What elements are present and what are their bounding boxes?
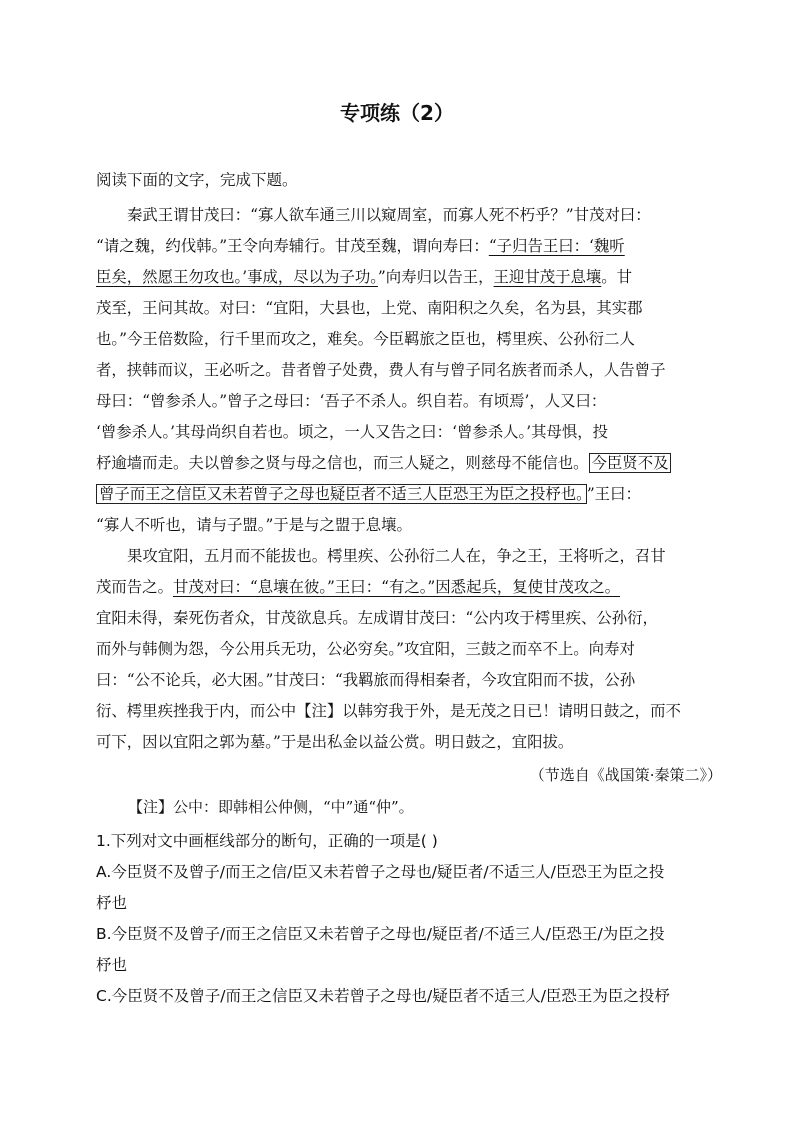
passage-line: [96, 262, 696, 293]
passage-line: 茂至，王问其故。对曰：“宜阳，大县也，上党、南阳积之久矣，名为县，其实郡: [96, 299, 643, 317]
passage-text: “请之魏，约伐韩。”王令向寿辅行。甘茂至魏，谓向寿曰：: [96, 237, 489, 255]
instruction: 阅读下面的文字，完成下题。: [96, 171, 298, 189]
passage-line: 可下，因以宜阳之郭为墓。”于是出私金以益公赏。明日鼓之，宜阳拔。: [96, 733, 574, 751]
passage-line: 宜阳未得，秦死伤者众，甘茂欲息兵。左成谓甘茂曰：“公内攻于樗里疾、公孙衍，: [96, 609, 658, 627]
passage-line: [96, 572, 696, 603]
classical-passage: [96, 200, 696, 758]
option-a-line: 杼也: [96, 894, 128, 912]
option-b-line: B.今臣贤不及曾子/而王之信臣又未若曾子之母也/疑臣者/不适三人/臣恐王/为臣之投: [96, 925, 665, 943]
passage-line: 曰：“公不论兵，必大困。”甘茂曰：“我羁旅而得相秦者，今攻宜阳而不拔，公孙: [96, 671, 636, 689]
passage-line: 者，挟韩而议，王必听之。昔者曾子处费，费人有与曾子同名族者而杀人，人告曾子: [96, 361, 666, 379]
footnote: 【注】公中：即韩相公仲侧，“中”通“仲”。: [128, 798, 414, 816]
passage-text: 。甘: [601, 268, 633, 286]
passage-line: ‘曾参杀人。’其母尚织自若也。顷之，一人又告之曰：‘曾参杀人。’其母惧，投: [96, 423, 609, 441]
boxed-text: 今臣贤不及: [589, 453, 672, 473]
passage-text: ”向寿归以告王，: [377, 268, 494, 286]
question-block: [96, 826, 700, 1012]
underlined-text: “子归告王曰：‘魏听: [488, 237, 625, 255]
passage-line: [96, 448, 696, 479]
passage-line: [96, 231, 696, 262]
passage-line: 母曰：“曾参杀人。”曾子之母曰：‘吾子不杀人。织自若。有顷焉’，人又曰：: [96, 392, 607, 410]
question-stem: 1.下列对文中画框线部分的断句，正确的一项是( ): [96, 832, 438, 850]
page-title: 专项练（2）: [340, 101, 454, 125]
passage-line: “寡人不听也，请与子盟。”于是与之盟于息壤。: [96, 516, 412, 534]
passage-line: 也。”今王倍数险，行千里而攻之，难矣。今臣羁旅之臣也，樗里疾、公孙衍二人: [96, 330, 635, 348]
boxed-text: 曾子而王之信臣又未若曾子之母也疑臣者不适三人臣恐王为臣之投杼也。: [96, 484, 587, 504]
underlined-text: 甘茂对曰：“息壤在彼。”王曰：“有之。”因悉起兵，复使甘茂攻之。: [172, 578, 620, 596]
passage-text: 杼逾墙而走。夫以曾参之贤与母之信也，而三人疑之，则慈母不能信也。: [96, 454, 589, 472]
passage-text: 茂而告之。: [96, 578, 173, 596]
passage-line: [96, 479, 696, 510]
option-c-line: C.今臣贤不及曾子/而王之信臣又未若曾子之母也/疑臣者不适三人/臣恐王为臣之投杼: [96, 987, 670, 1005]
passage-line: 果攻宜阳，五月而不能拔也。樗里疾、公孙衍二人在，争之王，王将听之，召甘: [127, 547, 666, 565]
underlined-text: 王迎甘茂于息壤: [493, 268, 602, 286]
passage-line: 衍、樗里疾挫我于内，而公中【注】以韩穷我于外，是无茂之日已！请明日鼓之，而不: [96, 702, 681, 720]
passage-text: ”王曰：: [586, 485, 641, 503]
passage-line: 秦武王谓甘茂曰：“寡人欲车通三川以窥周室，而寡人死不朽乎？”甘茂对曰：: [127, 206, 651, 224]
underlined-text: 臣矣，然愿王勿攻也。’事成，尽以为子功。: [96, 268, 378, 286]
passage-line: 而外与韩侧为怨，今公用兵无功，公必穷矣。”攻宜阳，三鼓之而卒不上。向寿对: [96, 640, 635, 658]
option-b-line: 杼也: [96, 956, 128, 974]
option-a-line: A.今臣贤不及曾子/而王之信/臣又未若曾子之母也/疑臣者/不适三人/臣恐王为臣之投: [96, 863, 665, 881]
source-citation: （节选自《战国策·秦策二》）: [529, 766, 722, 784]
